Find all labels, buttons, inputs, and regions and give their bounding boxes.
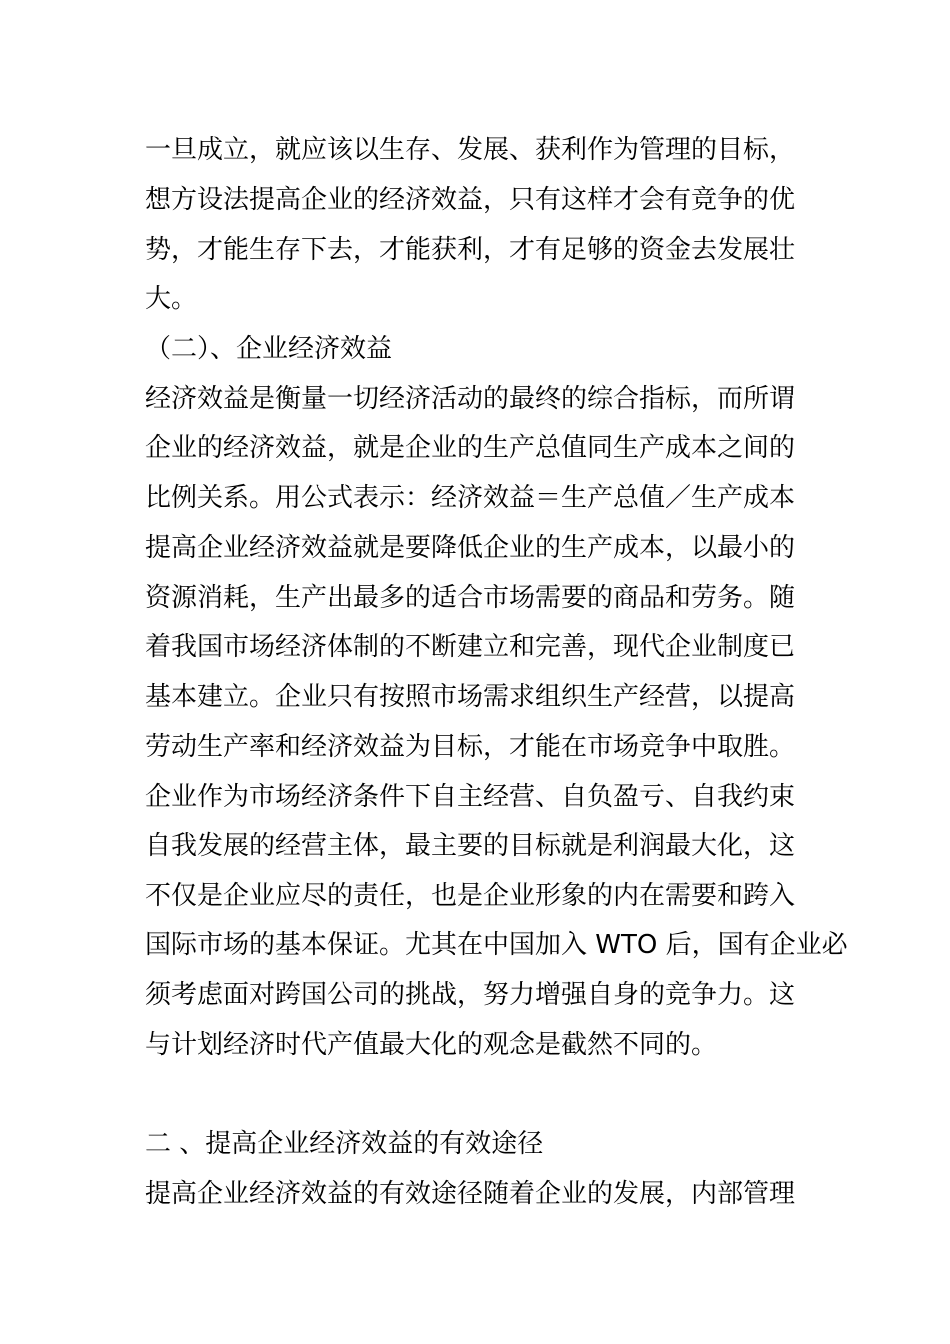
paragraph-line: 国际市场的基本保证。尤其在中国加入 WTO 后，国有企业必 <box>145 930 848 960</box>
paragraph-line: 资源消耗，生产出最多的适合市场需要的商品和劳务。随 <box>145 583 796 613</box>
paragraph-line: 提高企业经济效益就是要降低企业的生产成本，以最小的 <box>145 533 796 563</box>
paragraph-line: 自我发展的经营主体，最主要的目标就是利润最大化，这 <box>145 831 796 861</box>
paragraph-line: 一旦成立，就应该以生存、发展、获利作为管理的目标， <box>145 135 796 165</box>
paragraph-line: 劳动生产率和经济效益为目标，才能在市场竞争中取胜。 <box>145 732 796 762</box>
paragraph-line: 与计划经济时代产值最大化的观念是截然不同的。 <box>145 1030 718 1060</box>
paragraph-line: 基本建立。企业只有按照市场需求组织生产经营，以提高 <box>145 682 796 712</box>
paragraph-line: 不仅是企业应尽的责任，也是企业形象的内在需要和跨入 <box>145 881 796 911</box>
paragraph-line: 提高企业经济效益的有效途径随着企业的发展，内部管理 <box>145 1179 796 1209</box>
paragraph-line: 势，才能生存下去，才能获利，才有足够的资金去发展壮 <box>145 235 796 265</box>
paragraph-line: 经济效益是衡量一切经济活动的最终的综合指标，而所谓 <box>145 384 796 414</box>
paragraph-line: 企业的经济效益，就是企业的生产总值同生产成本之间的 <box>145 433 796 463</box>
paragraph-line: 着我国市场经济体制的不断建立和完善，现代企业制度已 <box>145 632 796 662</box>
formula-line: 比例关系。用公式表示：经济效益＝生产总值／生产成本 <box>145 483 796 513</box>
section-heading: 二 、提高企业经济效益的有效途径 <box>145 1129 544 1159</box>
paragraph-line: 企业作为市场经济条件下自主经营、自负盈亏、自我约束 <box>145 782 796 812</box>
section-heading: （二）、企业经济效益 <box>145 334 393 364</box>
paragraph-line: 大。 <box>145 284 198 314</box>
paragraph-line: 须考虑面对跨国公司的挑战，努力增强自身的竞争力。这 <box>145 980 796 1010</box>
paragraph-line: 想方设法提高企业的经济效益，只有这样才会有竞争的优 <box>145 185 796 215</box>
